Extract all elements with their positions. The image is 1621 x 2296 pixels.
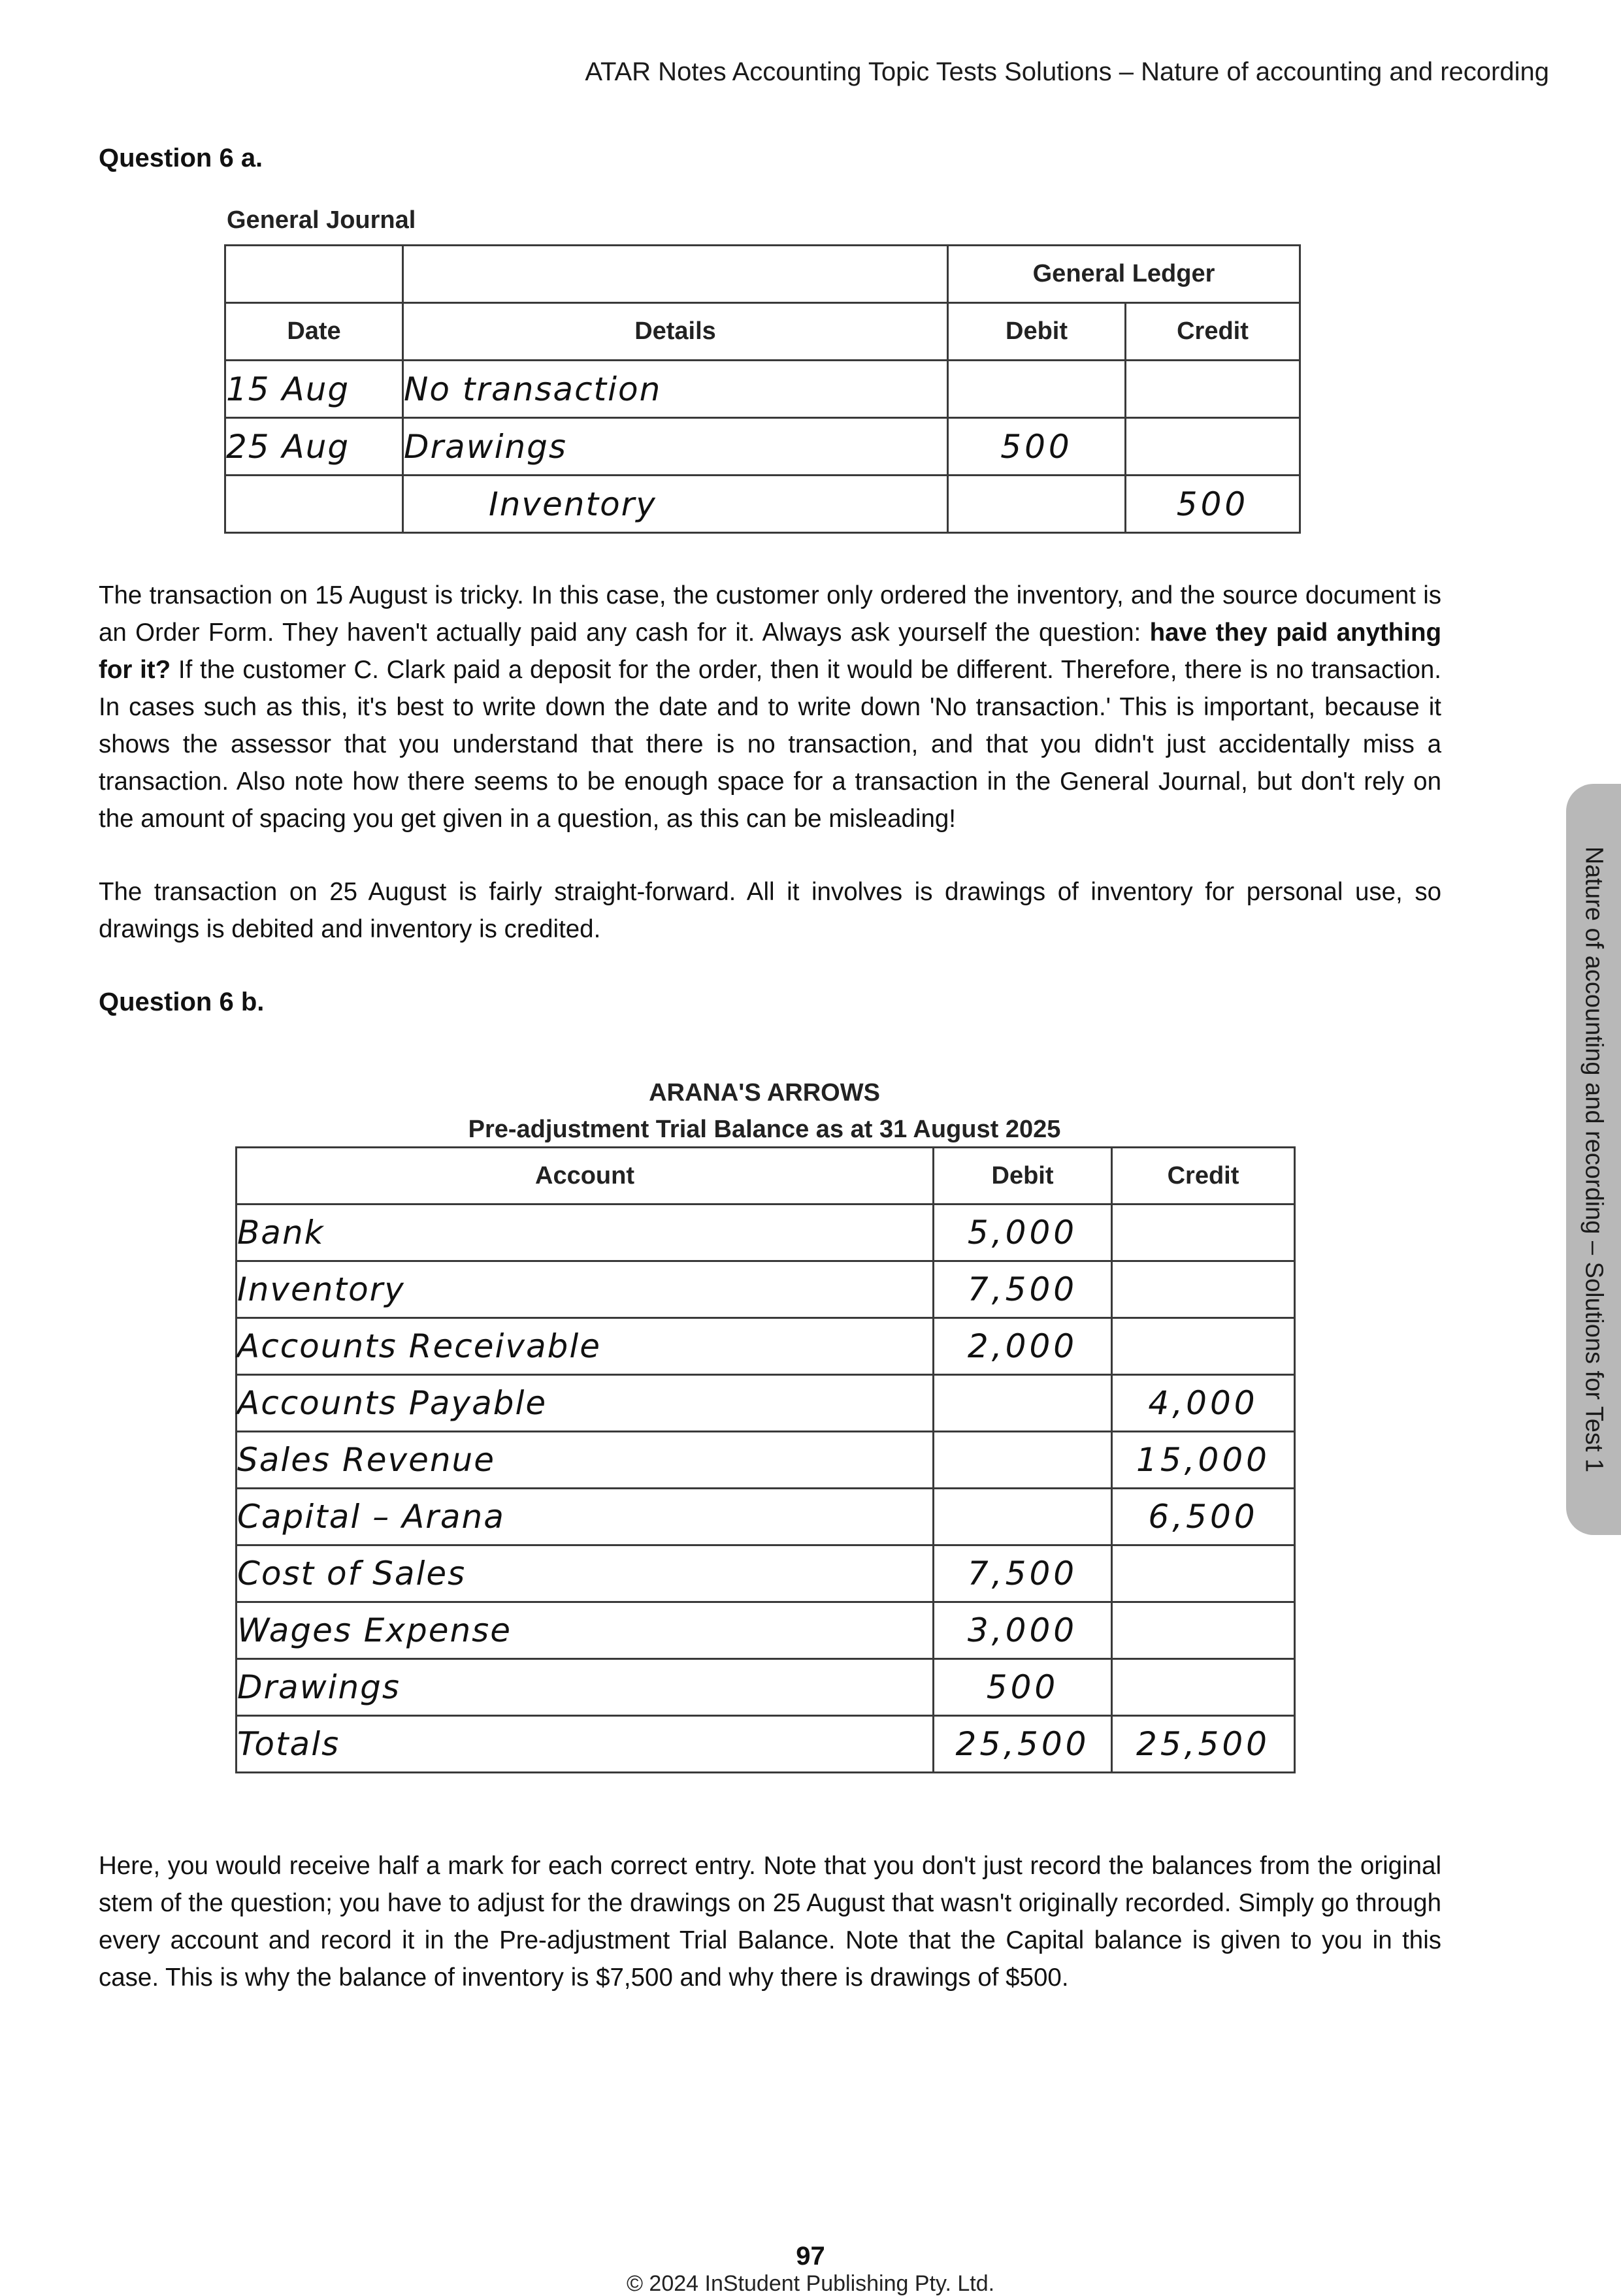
- journal-header-general-ledger: General Ledger: [948, 246, 1300, 303]
- trial-balance-debit: 500: [934, 1659, 1112, 1716]
- trial-balance-row: [237, 1659, 1295, 1716]
- trial-balance-account: Drawings: [237, 1659, 934, 1716]
- trial-balance-debit: 7,500: [934, 1545, 1112, 1602]
- trial-balance-header-credit: Credit: [1112, 1148, 1295, 1205]
- trial-balance-debit: [934, 1489, 1112, 1545]
- trial-balance-credit: [1112, 1205, 1295, 1261]
- trial-balance-row: [237, 1318, 1295, 1375]
- trial-balance-debit: [934, 1375, 1112, 1432]
- side-section-tab-label: Nature of accounting and recording – Solutions for Test 1: [1580, 846, 1608, 1473]
- general-journal-table: [224, 244, 1301, 534]
- running-header: ATAR Notes Accounting Topic Tests Solutions – Nature of accounting and recording: [585, 57, 1549, 86]
- trial-balance-totals-row: [237, 1716, 1295, 1773]
- journal-header-details: Details: [403, 303, 948, 361]
- trial-balance-credit: 6,500: [1112, 1489, 1295, 1545]
- trial-balance-row: [237, 1375, 1295, 1432]
- page-number: 97: [796, 2242, 825, 2271]
- journal-credit: 500: [1126, 476, 1300, 533]
- trial-balance-row: [237, 1205, 1295, 1261]
- trial-balance-row: [237, 1602, 1295, 1659]
- question-6b-heading: Question 6 b.: [99, 988, 265, 1016]
- journal-row: [225, 361, 1300, 418]
- general-journal-caption: General Journal: [227, 206, 416, 234]
- journal-details: No transaction: [403, 361, 948, 418]
- trial-balance-debit: 5,000: [934, 1205, 1112, 1261]
- journal-credit: [1126, 361, 1300, 418]
- journal-header-blank: [403, 246, 948, 303]
- trial-balance-credit-total: 25,500: [1112, 1716, 1295, 1773]
- explanation-paragraph-15-august: [99, 577, 1441, 837]
- trial-balance-credit: [1112, 1659, 1295, 1716]
- trial-balance-row: [237, 1261, 1295, 1318]
- trial-balance-debit: 7,500: [934, 1261, 1112, 1318]
- explanation-paragraph-trial-balance: Here, you would receive half a mark for each correct entry. Note that you don't just record the balances from the original stem of the question; you have to adjust for the drawings on 25 August that wasn't originally recorded. Simply go through every account and record it in the Pre-adjustment Trial Balance. Note that the Capital balance is given to you in this case. This is why the balance of inventory is $7,500 and why there is drawings of $500.: [99, 1852, 1441, 1992]
- journal-details: Inventory: [403, 476, 948, 533]
- paragraph-text: If the customer C. Clark paid a deposit for the order, then it would be different. Therefore, there is no transaction. In cases such as this, it's best to write down the date and to write down 'No transaction.' This is important, because it shows the assessor that you understand that there is no transaction, and that you didn't just accidentally miss a transaction. Also note how there seems to be enough space for a transaction in the General Journal, but don't rely on the amount of spacing you get given in a question, as this can be misleading!: [99, 656, 1441, 833]
- journal-credit: [1126, 418, 1300, 476]
- copyright-notice: © 2024 InStudent Publishing Pty. Ltd.: [626, 2271, 995, 2296]
- trial-balance-debit: 3,000: [934, 1602, 1112, 1659]
- journal-header-blank: [225, 246, 403, 303]
- trial-balance-account: Wages Expense: [237, 1602, 934, 1659]
- trial-balance-row: [237, 1489, 1295, 1545]
- trial-balance-account: Accounts Payable: [237, 1375, 934, 1432]
- trial-balance-account: Accounts Receivable: [237, 1318, 934, 1375]
- trial-balance-header-debit: Debit: [934, 1148, 1112, 1205]
- journal-debit: [948, 361, 1126, 418]
- trial-balance-table: [235, 1146, 1296, 1773]
- journal-row: [225, 476, 1300, 533]
- trial-balance-credit: [1112, 1318, 1295, 1375]
- trial-balance-account: Capital – Arana: [237, 1489, 934, 1545]
- trial-balance-account: Sales Revenue: [237, 1432, 934, 1489]
- trial-balance-debit: [934, 1432, 1112, 1489]
- journal-date: 15 Aug: [225, 361, 403, 418]
- trial-balance-account: Cost of Sales: [237, 1545, 934, 1602]
- trial-balance-credit: [1112, 1261, 1295, 1318]
- journal-debit: 500: [948, 418, 1126, 476]
- trial-balance-title: Pre-adjustment Trial Balance as at 31 August 2025: [468, 1116, 1061, 1143]
- journal-details: Drawings: [403, 418, 948, 476]
- explanation-paragraph-25-august: The transaction on 25 August is fairly straight-forward. All it involves is drawings of inventory for personal use, so drawings is debited and inventory is credited.: [99, 878, 1441, 943]
- trial-balance-credit: 4,000: [1112, 1375, 1295, 1432]
- trial-balance-row: [237, 1545, 1295, 1602]
- trial-balance-account: Inventory: [237, 1261, 934, 1318]
- journal-row: [225, 418, 1300, 476]
- trial-balance-account: Bank: [237, 1205, 934, 1261]
- journal-debit: [948, 476, 1126, 533]
- journal-date: 25 Aug: [225, 418, 403, 476]
- trial-balance-business-name: ARANA'S ARROWS: [649, 1079, 880, 1107]
- journal-header-debit: Debit: [948, 303, 1126, 361]
- trial-balance-debit: 2,000: [934, 1318, 1112, 1375]
- paragraph-emphasis: have they paid anything for it?: [99, 619, 1441, 684]
- trial-balance-debit-total: 25,500: [934, 1716, 1112, 1773]
- paragraph-text: The transaction on 15 August is tricky. In this case, the customer only ordered the inventory, and the source document is an Order Form. They haven't actually paid any cash for it. Always ask yourself the question:: [99, 581, 1441, 647]
- trial-balance-credit: 15,000: [1112, 1432, 1295, 1489]
- journal-date: [225, 476, 403, 533]
- journal-header-date: Date: [225, 303, 403, 361]
- trial-balance-account: Totals: [237, 1716, 934, 1773]
- journal-header-credit: Credit: [1126, 303, 1300, 361]
- trial-balance-credit: [1112, 1545, 1295, 1602]
- trial-balance-credit: [1112, 1602, 1295, 1659]
- question-6a-heading: Question 6 a.: [99, 144, 263, 172]
- trial-balance-row: [237, 1432, 1295, 1489]
- trial-balance-header-account: Account: [237, 1148, 934, 1205]
